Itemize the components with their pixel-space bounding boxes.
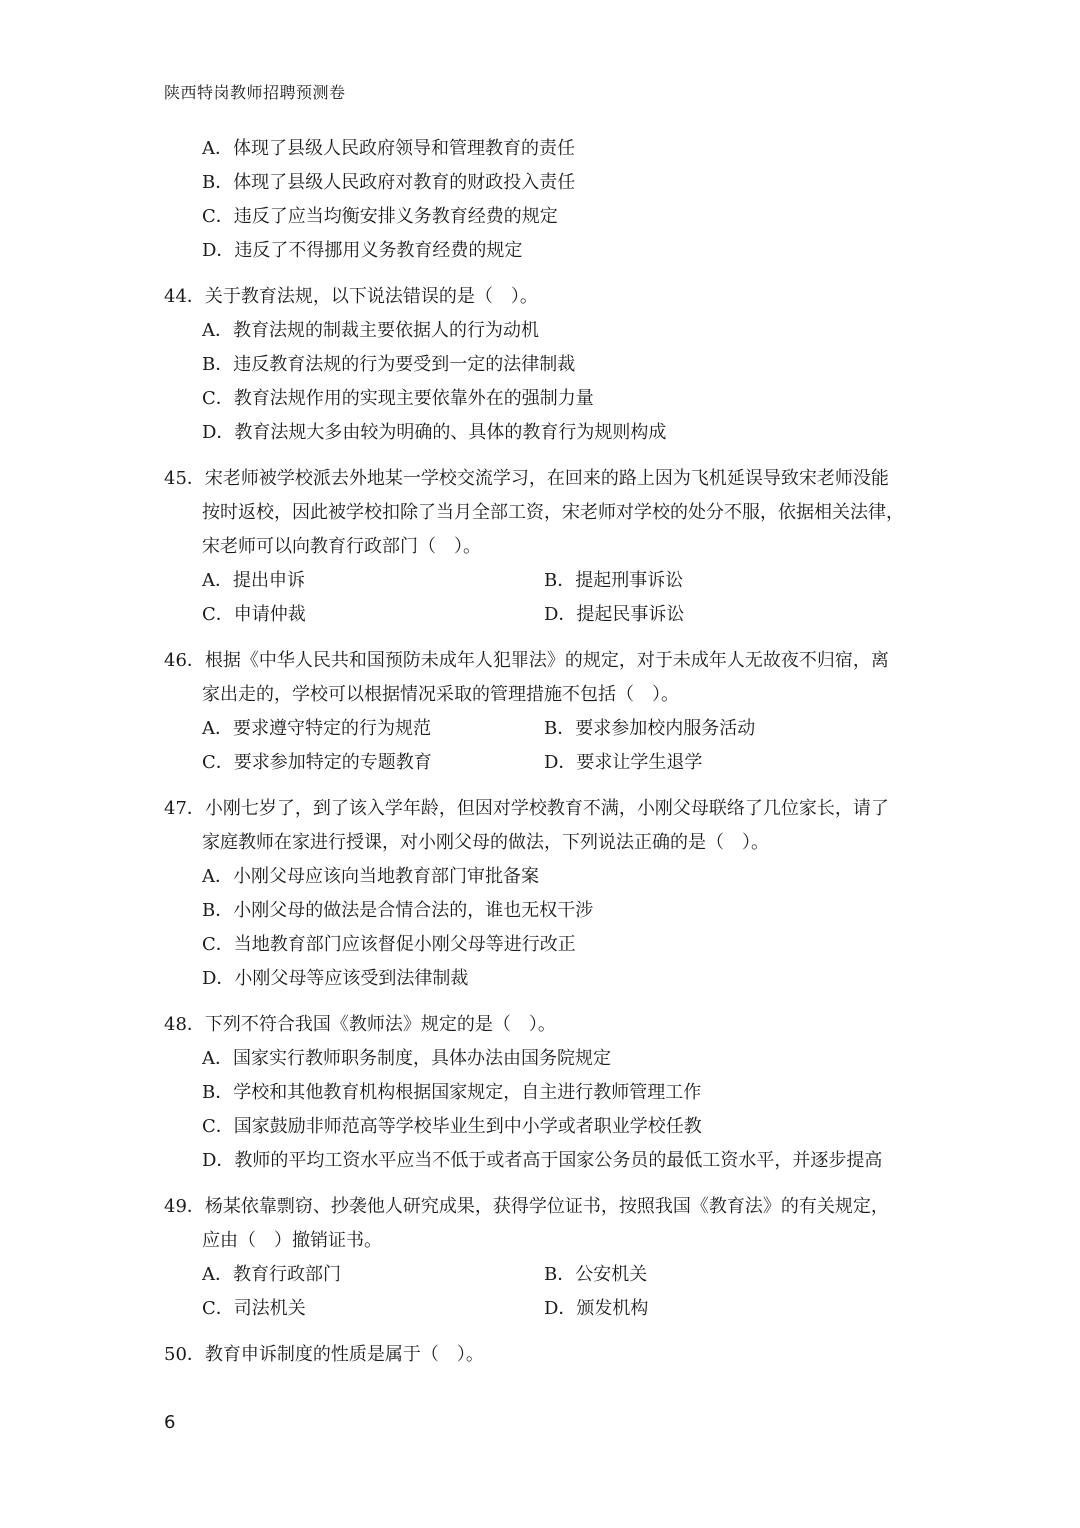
question-content bbox=[164, 132, 924, 1372]
q46-stem-line-2: 家出走的，学校可以根据情况采取的管理措施不包括（ ）。 bbox=[202, 684, 679, 705]
q47-option-b: B．小刚父母的做法是合情合法的，谁也无权干涉 bbox=[202, 900, 594, 921]
q49-stem-line-2: 应由（ ）撤销证书。 bbox=[202, 1230, 382, 1251]
q44-option-d: D．教育法规大多由较为明确的、具体的教育行为规则构成 bbox=[202, 422, 667, 443]
question-43-options bbox=[164, 132, 924, 268]
q45-options-row-1 bbox=[164, 564, 924, 598]
q50-stem: 50．教育申诉制度的性质是属于（ ）。 bbox=[164, 1344, 484, 1365]
q43-option-c: C．违反了应当均衡安排义务教育经费的规定 bbox=[202, 206, 558, 227]
page-number: 6 bbox=[164, 1412, 176, 1433]
q48-stem: 48．下列不符合我国《教师法》规定的是（ ）。 bbox=[164, 1014, 556, 1035]
question-50 bbox=[164, 1338, 924, 1372]
q44-stem: 44．关于教育法规，以下说法错误的是（ ）。 bbox=[164, 286, 538, 307]
q49-stem-line-1: 49．杨某依靠剽窃、抄袭他人研究成果，获得学位证书，按照我国《教育法》的有关规定， bbox=[164, 1196, 889, 1217]
q48-option-c: C．国家鼓励非师范高等学校毕业生到中小学或者职业学校任教 bbox=[202, 1116, 702, 1137]
q47-option-d: D．小刚父母等应该受到法律制裁 bbox=[202, 968, 469, 989]
q49-option-b: B．公安机关 bbox=[544, 1264, 648, 1285]
q46-option-d: D．要求让学生退学 bbox=[544, 752, 703, 773]
q43-option-b: B．体现了县级人民政府对教育的财政投入责任 bbox=[202, 172, 576, 193]
q45-stem-line-3: 宋老师可以向教育行政部门（ ）。 bbox=[202, 536, 481, 557]
question-49 bbox=[164, 1190, 924, 1326]
q49-options-row-1 bbox=[164, 1258, 924, 1292]
q49-option-d: D．颁发机构 bbox=[544, 1298, 649, 1319]
q47-stem-line-1: 47．小刚七岁了，到了该入学年龄，但因对学校教育不满，小刚父母联络了几位家长，请了 bbox=[164, 798, 889, 819]
q45-stem-line-1: 45．宋老师被学校派去外地某一学校交流学习，在回来的路上因为飞机延误导致宋老师没能 bbox=[164, 468, 889, 489]
q45-options-row-2 bbox=[164, 598, 924, 632]
question-45 bbox=[164, 462, 924, 632]
q48-option-a: A．国家实行教师职务制度，具体办法由国务院规定 bbox=[202, 1048, 611, 1069]
q47-option-a: A．小刚父母应该向当地教育部门审批备案 bbox=[202, 866, 539, 887]
q45-option-c: C．申请仲裁 bbox=[202, 604, 306, 625]
question-46 bbox=[164, 644, 924, 780]
question-44 bbox=[164, 280, 924, 450]
question-48 bbox=[164, 1008, 924, 1178]
q48-option-b: B．学校和其他教育机构根据国家规定，自主进行教师管理工作 bbox=[202, 1082, 702, 1103]
q49-options-row-2 bbox=[164, 1292, 924, 1326]
q44-option-b: B．违反教育法规的行为要受到一定的法律制裁 bbox=[202, 354, 576, 375]
q46-stem-line-1: 46．根据《中华人民共和国预防未成年人犯罪法》的规定，对于未成年人无故夜不归宿，离 bbox=[164, 650, 889, 671]
q49-option-c: C．司法机关 bbox=[202, 1298, 306, 1319]
q45-option-a: A．提出申诉 bbox=[202, 570, 305, 591]
q47-option-c: C．当地教育部门应该督促小刚父母等进行改正 bbox=[202, 934, 576, 955]
q46-options-row-2 bbox=[164, 746, 924, 780]
q43-option-a: A．体现了县级人民政府领导和管理教育的责任 bbox=[202, 138, 575, 159]
q43-option-d: D．违反了不得挪用义务教育经费的规定 bbox=[202, 240, 523, 261]
q44-option-a: A．教育法规的制裁主要依据人的行为动机 bbox=[202, 320, 539, 341]
q46-option-b: B．要求参加校内服务活动 bbox=[544, 718, 756, 739]
q45-stem-line-2: 按时返校，因此被学校扣除了当月全部工资，宋老师对学校的处分不服，依据相关法律， bbox=[202, 502, 904, 523]
q45-option-d: D．提起民事诉讼 bbox=[544, 604, 685, 625]
q45-option-b: B．提起刑事诉讼 bbox=[544, 570, 684, 591]
q48-option-d: D．教师的平均工资水平应当不低于或者高于国家公务员的最低工资水平，并逐步提高 bbox=[202, 1150, 883, 1171]
q46-option-c: C．要求参加特定的专题教育 bbox=[202, 752, 432, 773]
page-header-title: 陕西特岗教师招聘预测卷 bbox=[164, 83, 346, 102]
q49-option-a: A．教育行政部门 bbox=[202, 1264, 341, 1285]
question-47 bbox=[164, 792, 924, 996]
q46-options-row-1 bbox=[164, 712, 924, 746]
q46-option-a: A．要求遵守特定的行为规范 bbox=[202, 718, 431, 739]
q44-option-c: C．教育法规作用的实现主要依靠外在的强制力量 bbox=[202, 388, 594, 409]
q47-stem-line-2: 家庭教师在家进行授课，对小刚父母的做法，下列说法正确的是（ ）。 bbox=[202, 832, 769, 853]
